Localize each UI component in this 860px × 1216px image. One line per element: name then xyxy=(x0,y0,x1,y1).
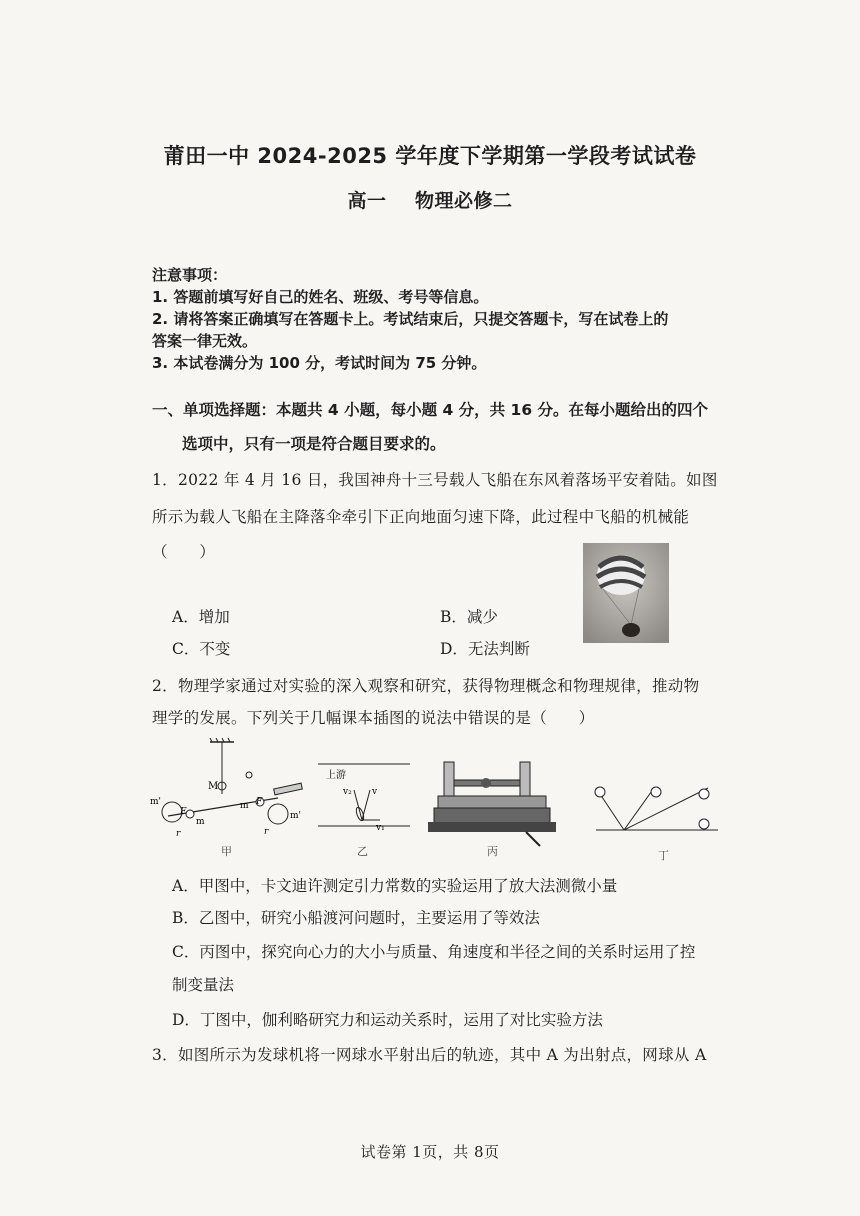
label-m-prime: m' xyxy=(290,811,302,821)
q1-option-c: C．不变 xyxy=(172,640,231,658)
exam-title: 莆田一中 2024-2025 学年度下学期第一学段考试试卷 xyxy=(163,144,697,168)
notice-item: 3. 本试卷满分为 100 分，考试时间为 75 分钟。 xyxy=(152,354,487,372)
parachute-photo xyxy=(583,543,669,643)
figure-label-yi: 乙 xyxy=(357,845,368,858)
q2-option-c-cont: 制变量法 xyxy=(172,976,235,994)
exam-subtitle: 高一 物理必修二 xyxy=(347,190,513,212)
q2-option-d: D．丁图中，伽利略研究力和运动关系时，运用了对比实验方法 xyxy=(172,1011,603,1029)
figure-ding xyxy=(595,787,718,830)
figure-jia xyxy=(150,738,302,839)
q2-line: 理学的发展。下列关于几幅课本插图的说法中错误的是（ ） xyxy=(152,709,595,727)
label-r: r xyxy=(176,829,181,839)
notice-item: 答案一律无效。 xyxy=(152,332,258,350)
label-m: m xyxy=(240,801,249,811)
label-r: r xyxy=(264,827,269,837)
notice-item: 2. 请将答案正确填写在答题卡上。考试结束后，只提交答题卡，写在试卷上的 xyxy=(152,310,669,328)
notice-heading: 注意事项： xyxy=(152,266,228,284)
q2-option-a: A．甲图中，卡文迪许测定引力常数的实验运用了放大法测微小量 xyxy=(172,877,618,895)
q1-line: 所示为载人飞船在主降落伞牵引下正向地面匀速下降，此过程中飞船的机械能 xyxy=(152,508,690,526)
notice-item: 1. 答题前填写好自己的姓名、班级、考号等信息。 xyxy=(152,288,489,306)
figure-label-bing: 丙 xyxy=(487,845,498,858)
figure-bing xyxy=(428,762,556,846)
label-M: M xyxy=(208,781,219,792)
q1-option-b: B．减少 xyxy=(440,608,498,626)
capsule-icon xyxy=(622,623,640,637)
label-m: m xyxy=(196,817,205,827)
q2-option-c: C．丙图中，探究向心力的大小与质量、角速度和半径之间的关系时运用了控 xyxy=(172,943,696,961)
label-F: F xyxy=(180,807,187,817)
section-line-2: 选项中，只有一项是符合题目要求的。 xyxy=(182,435,446,453)
q1-line: （ ） xyxy=(152,543,216,561)
notice-block xyxy=(152,264,732,374)
label-upstream: 上游 xyxy=(326,770,346,781)
q2-option-b: B．乙图中，研究小船渡河问题时，主要运用了等效法 xyxy=(172,909,540,927)
label-F: F xyxy=(256,797,263,807)
q2-line: 2．物理学家通过对实验的深入观察和研究，获得物理概念和物理规律，推动物 xyxy=(152,677,700,695)
label-v1: v₁ xyxy=(376,823,385,833)
q3-line: 3．如图所示为发球机将一网球水平射出后的轨迹，其中 A 为出射点，网球从 A xyxy=(152,1046,707,1064)
q1-option-d: D．无法判断 xyxy=(440,640,530,658)
figure-label-jia: 甲 xyxy=(221,845,232,858)
label-m-prime: m' xyxy=(150,797,162,807)
label-v: v xyxy=(372,787,378,797)
section-heading xyxy=(152,393,732,461)
q1-line: 1．2022 年 4 月 16 日，我国神舟十三号载人飞船在东风着落场平安着陆。如图 xyxy=(152,471,718,489)
page-footer: 试卷第 1页，共 8页 xyxy=(360,1143,500,1161)
figure-label-ding: 丁 xyxy=(658,849,669,862)
q2-figures xyxy=(148,738,728,858)
label-v2: v₂ xyxy=(343,787,352,797)
section-line-1: 一、单项选择题：本题共 4 小题，每小题 4 分，共 16 分。在每小题给出的四个 xyxy=(152,401,709,419)
figure-yi xyxy=(318,764,410,833)
q1-option-a: A．增加 xyxy=(172,608,230,626)
